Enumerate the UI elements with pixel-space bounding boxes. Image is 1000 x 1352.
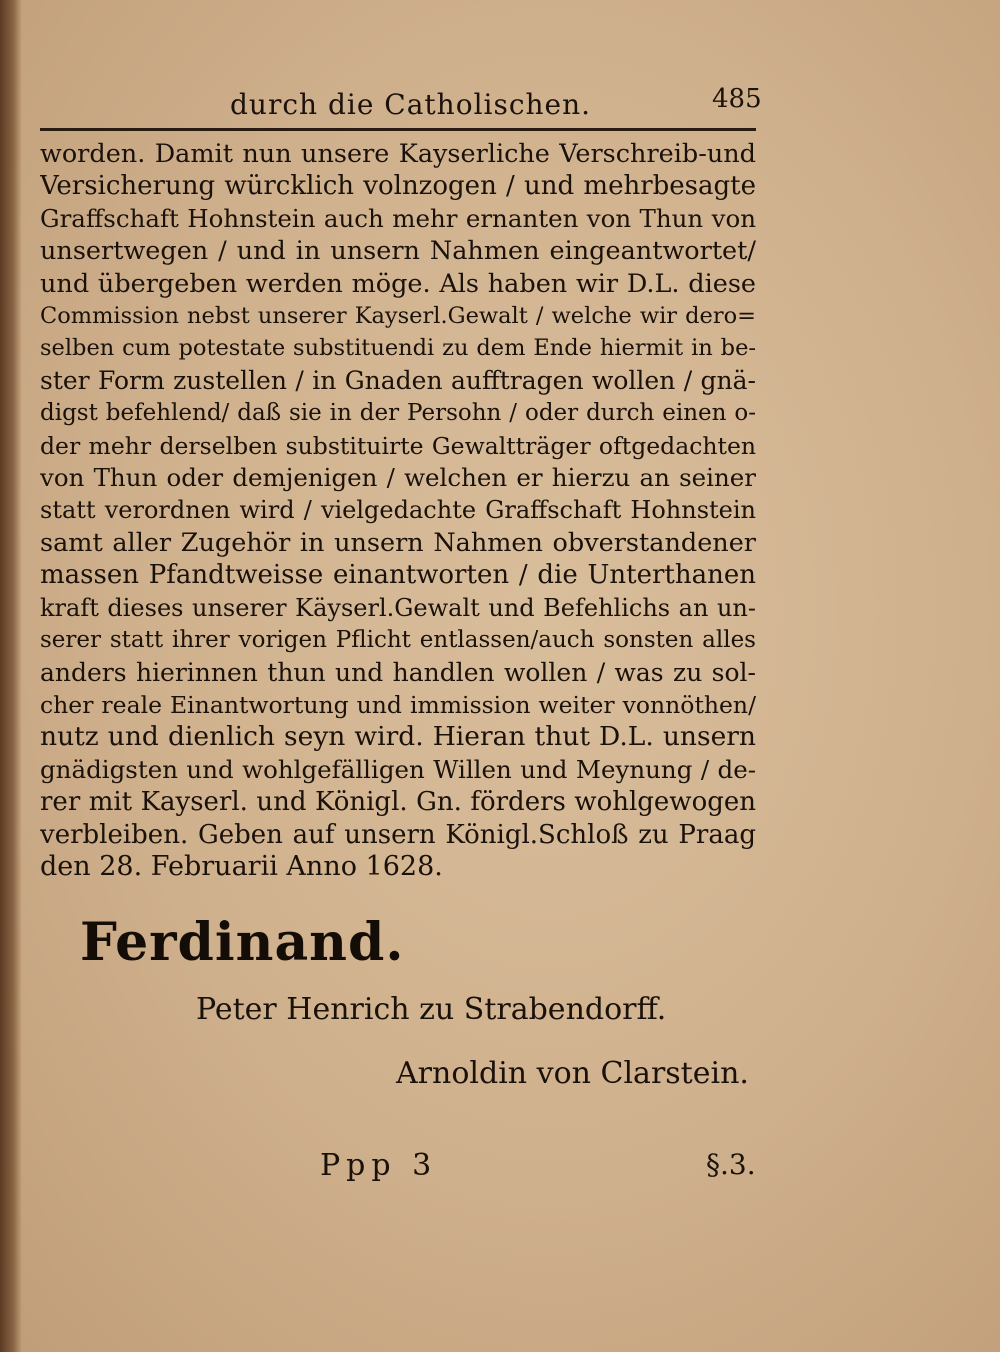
text-line: selben cum potestate substituendi zu dem Ende hiermit in be-: [40, 335, 756, 362]
text-line: Graffschaft Hohnstein auch mehr ernanten von Thun von: [40, 203, 756, 233]
body-text: [40, 138, 756, 883]
text-line: samt aller Zugehör in unsern Nahmen obverstandener: [40, 527, 756, 558]
text-line: statt verordnen wird / vielgedachte Graffschaft Hohnstein: [40, 496, 756, 525]
catchword: §.3.: [706, 1148, 756, 1181]
text-line: anders hierinnen thun und handlen wollen / was zu sol-: [40, 657, 756, 687]
text-line: cher reale Einantwortung und immission weiter vonnöthen/: [40, 690, 756, 719]
text-line: gnädigsten und wohlgefälligen Willen und Meynung / de-: [40, 754, 756, 784]
text-line: rer mit Kayserl. und Königl. Gn. förders wohlgewogen: [40, 787, 756, 818]
text-line: Commission nebst unserer Kayserl.Gewalt / welche wir dero=: [40, 303, 756, 330]
text-line: nutz und dienlich seyn wird. Hieran thut D.L. unsern: [40, 721, 756, 753]
text-line: Versicherung würcklich volnzogen / und mehrbesagte: [40, 171, 756, 202]
countersignature-clarstein: Arnoldin von Clarstein.: [396, 1056, 749, 1091]
text-line: der mehr derselben substituirte Gewaltträger oftgedachten: [40, 431, 756, 460]
page-header: [40, 84, 760, 124]
text-line: von Thun oder demjenigen / welchen er hierzu an seiner: [40, 463, 756, 493]
text-line: den 28. Februarii Anno 1628.: [40, 850, 443, 882]
text-line: massen Pfandtweisse einantworten / die Unterthanen: [40, 560, 756, 591]
text-line: verbleiben. Geben auf unsern Königl.Schloß zu Praag: [40, 819, 756, 850]
header-rule: [40, 128, 756, 131]
signature-mark: Ppp 3: [320, 1148, 438, 1183]
text-line: digst befehlend/ daß sie in der Persohn / oder durch einen o-: [40, 400, 756, 427]
text-line: serer statt ihrer vorigen Pflicht entlassen/auch sonsten alles: [40, 627, 756, 654]
running-head: durch die Catholischen.: [230, 88, 592, 121]
text-line: worden. Damit nun unsere Kayserliche Verschreib-und: [40, 139, 756, 169]
book-gutter: [0, 0, 22, 1352]
signature-ferdinand: Ferdinand.: [80, 912, 405, 973]
text-line: unsertwegen / und in unsern Nahmen eingeantwortet/: [40, 236, 756, 267]
text-line: kraft dieses unserer Käyserl.Gewalt und Befehlichs an un-: [40, 593, 756, 622]
page-number: 485: [712, 84, 762, 114]
text-line: und übergeben werden möge. Als haben wir D.L. diese: [40, 268, 756, 299]
countersignature-strabendorff: Peter Henrich zu Strabendorff.: [196, 992, 667, 1027]
text-line: ster Form zustellen / in Gnaden aufftragen wollen / gnä-: [40, 365, 756, 395]
